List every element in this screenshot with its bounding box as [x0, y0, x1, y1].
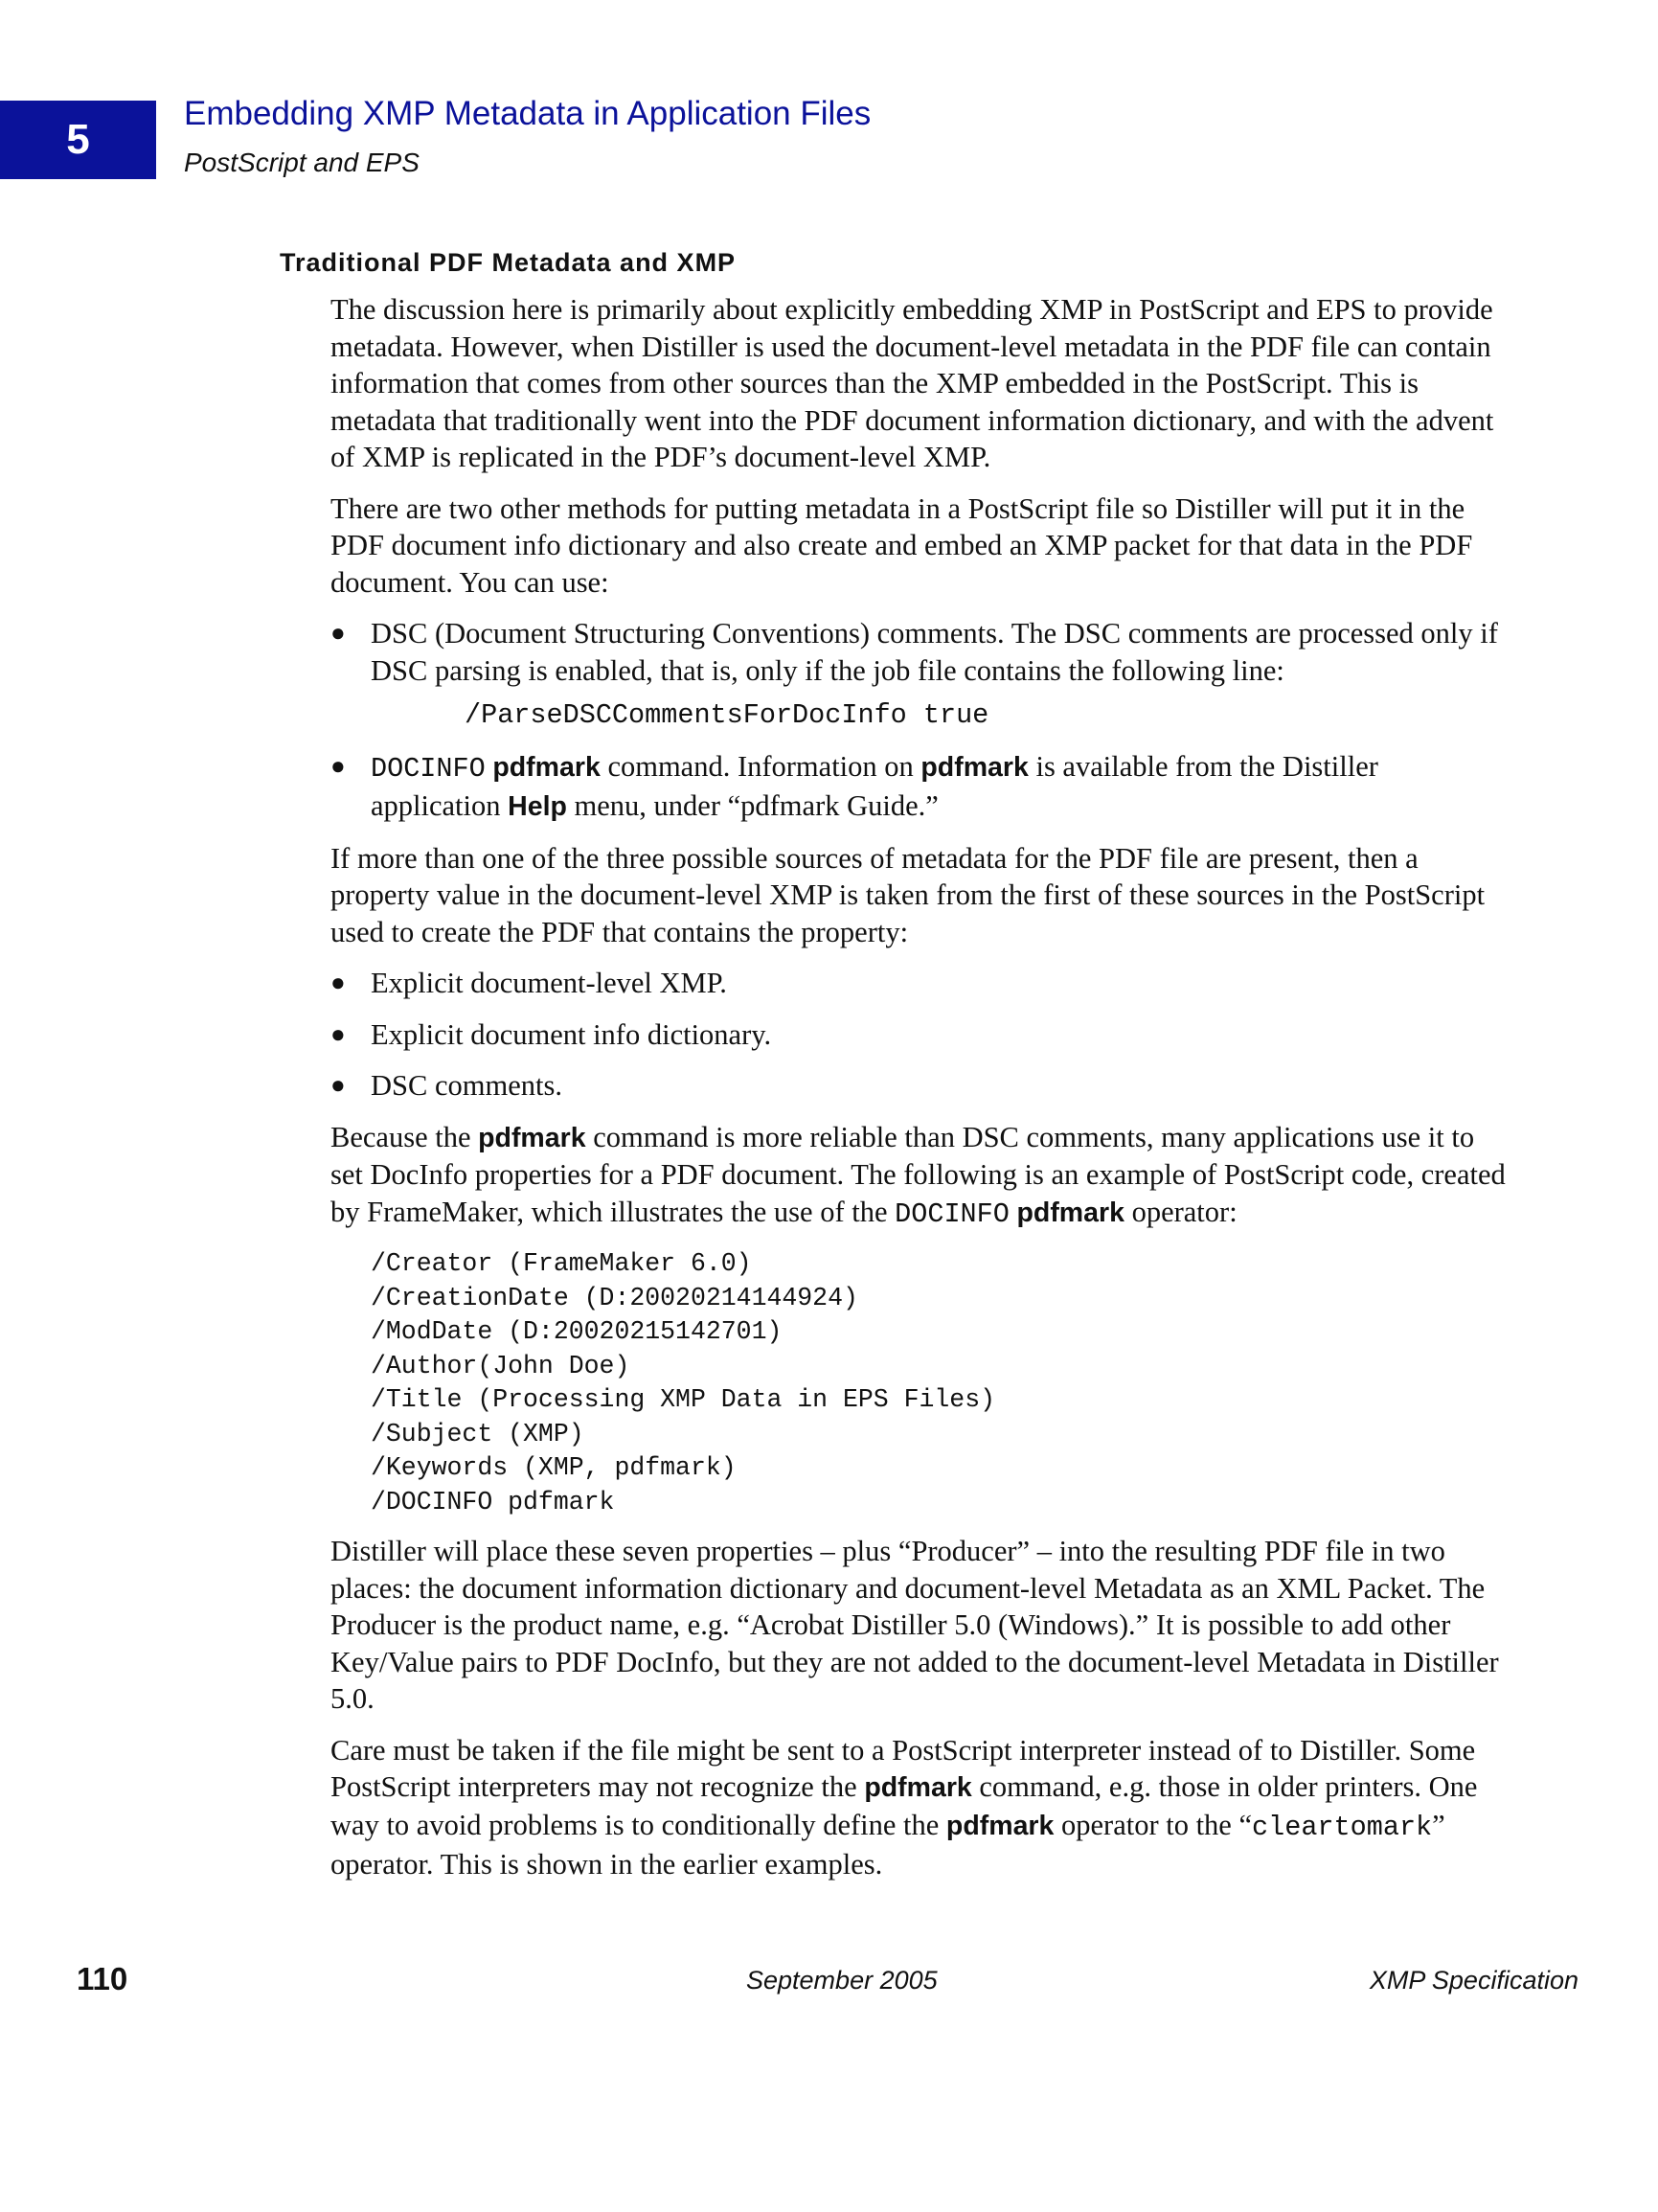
list-item-text: Explicit document info dictionary.: [371, 1017, 772, 1051]
paragraph-text: operator:: [1124, 1195, 1238, 1228]
code-line: /Keywords (XMP, pdfmark): [371, 1453, 737, 1482]
code-line: /Author(John Doe): [371, 1351, 630, 1380]
code-term: DOCINFO: [895, 1197, 1010, 1230]
code-line: /Title (Processing XMP Data in EPS Files): [371, 1385, 996, 1414]
list-item: [330, 965, 1513, 1002]
paragraph-text: Care must be taken if the file might be sent to a PostScript interpreter instead of to Distiller. Some PostScript interpreters may not recognize the: [330, 1733, 1476, 1803]
list-item-text: DSC comments.: [371, 1069, 562, 1102]
code-line: /DOCINFO pdfmark: [371, 1487, 615, 1516]
command-term: pdfmark: [920, 751, 1029, 783]
list-item-text: menu, under “pdfmark Guide.”: [566, 789, 939, 822]
list-item: [330, 1016, 1513, 1054]
list-item: [330, 615, 1513, 689]
paragraph-text: ” operator. This is shown in the earlier examples.: [330, 1808, 1445, 1881]
command-term: pdfmark: [478, 1122, 586, 1153]
list-item-text: command. Information on: [600, 749, 921, 783]
chapter-title: Embedding XMP Metadata in Application Files: [184, 95, 872, 132]
code-term: DOCINFO: [371, 752, 486, 785]
code-line: /ModDate (D:20020215142701): [371, 1317, 783, 1346]
list-item-text: Explicit document-level XMP.: [371, 967, 727, 999]
bullet-icon: ●: [330, 969, 346, 996]
bullet-icon: ●: [330, 619, 346, 647]
code-block: [371, 1247, 1513, 1519]
code-line: /CreationDate (D:20020214144924): [371, 1283, 858, 1312]
page-number: 110: [77, 1961, 128, 1996]
code-term: cleartomark: [1252, 1811, 1433, 1843]
command-term: pdfmark: [864, 1772, 972, 1803]
list-item: [330, 1067, 1513, 1105]
list-item: [330, 748, 1513, 826]
section-heading: Traditional PDF Metadata and XMP: [280, 248, 737, 277]
paragraph-text: command, e.g. those in older printers. One way to avoid problems is to conditionally define the: [330, 1770, 1478, 1841]
paragraph: There are two other methods for putting metadata in a PostScript file so Distiller will put it in the PDF document info dictionary and also create and embed an XMP packet for that data in the PDF document. You can use:: [330, 491, 1473, 599]
bullet-icon: ●: [330, 751, 346, 780]
paragraph: Distiller will place these seven properties – plus “Producer” – into the resulting PDF file in two places: the document information dictionary and document-level Metadata as an XML Packet. The Producer is the product name, e.g. “Acrobat Distiller 5.0 (Windows).” It is possible to add other Key/Value pairs to PDF DocInfo, but they are not added to the document-level Metadata in Distiller 5.0.: [330, 1535, 1499, 1715]
paragraph: If more than one of the three possible sources of metadata for the PDF file are present, then a property value in the document-level XMP is taken from the first of these sources in the PostScript used to create the PDF that contains the property:: [330, 841, 1486, 948]
command-term: pdfmark: [492, 751, 601, 783]
code-line: /Creator (FrameMaker 6.0): [371, 1249, 752, 1278]
footer-date: September 2005: [746, 1966, 938, 1995]
paragraph: The discussion here is primarily about explicitly embedding XMP in PostScript and EPS to provide metadata. However, when Distiller is used the document-level metadata in the PDF file can contain information that comes from other sources than the XMP embedded in the PostScript. This is metadata that traditionally went into the PDF document information dictionary, and with the advent of XMP is replicated in the PDF’s document-level XMP.: [330, 293, 1494, 473]
footer-document-title: XMP Specification: [1369, 1966, 1579, 1995]
command-term: pdfmark: [945, 1810, 1055, 1841]
menu-name: Help: [508, 791, 567, 822]
paragraph-text: operator to the “: [1054, 1808, 1253, 1841]
list-item-text: is available from the Distiller application: [371, 749, 1378, 822]
bullet-icon: ●: [330, 1071, 346, 1099]
body-text: [330, 291, 1513, 1898]
bullet-icon: ●: [330, 1019, 346, 1048]
chapter-number-tab: 5: [0, 101, 156, 179]
command-term: pdfmark: [1016, 1197, 1124, 1228]
list-item-text: DSC (Document Structuring Conventions) comments. The DSC comments are processed only if DSC parsing is enabled, that is, only if the job file contains the following line:: [371, 617, 1498, 687]
paragraph-text: Because the: [330, 1120, 479, 1153]
paragraph: [330, 1732, 1513, 1883]
code-line: /ParseDSCCommentsForDocInfo true: [465, 699, 989, 731]
paragraph: [330, 1119, 1513, 1234]
paragraph-text: command is more reliable than DSC comments, many applications use it to set DocInfo properties for a PDF document. The following is an example of PostScript code, created by FrameMaker, which illustrates the use of the: [330, 1120, 1506, 1228]
code-line: /Subject (XMP): [371, 1419, 584, 1448]
section-title: PostScript and EPS: [184, 148, 420, 177]
